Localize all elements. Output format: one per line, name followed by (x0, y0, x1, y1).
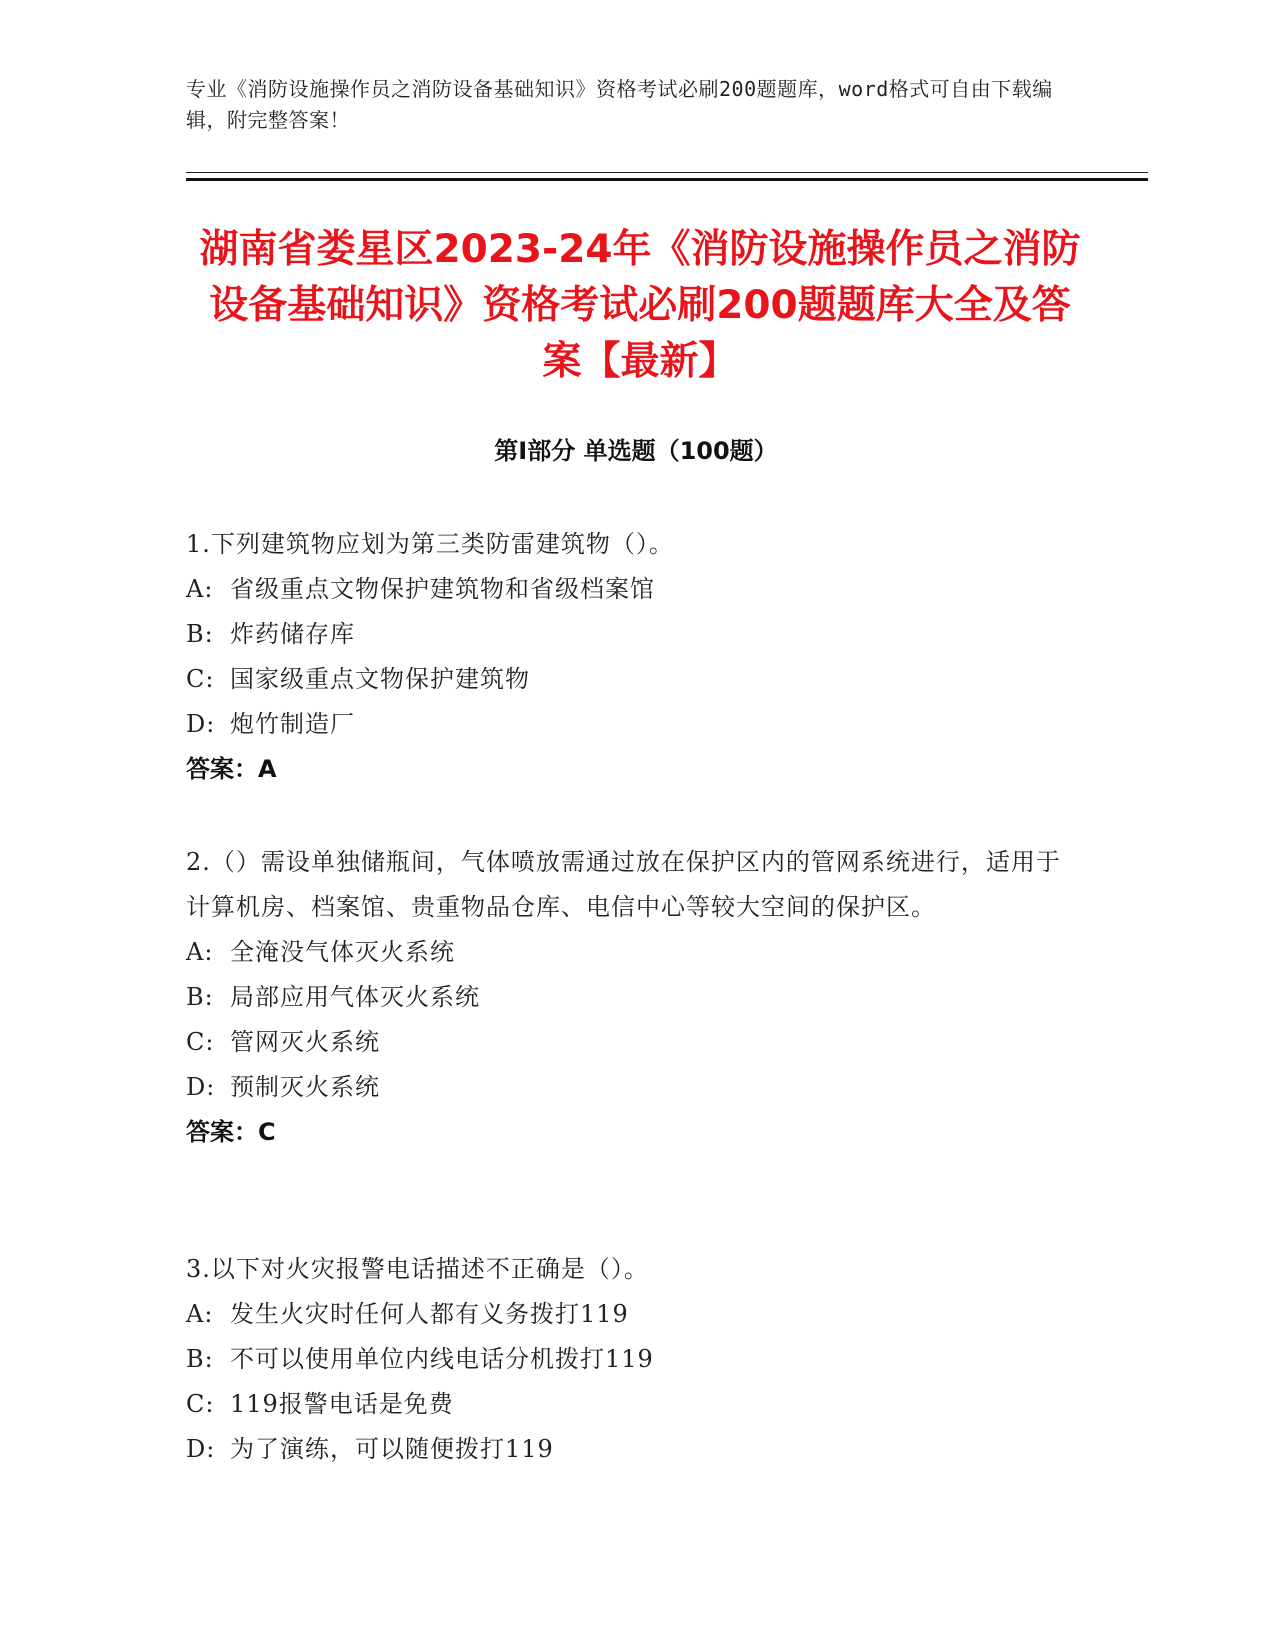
option-text: 全淹没气体灭火系统 (230, 938, 455, 966)
option-key: A: (186, 575, 214, 603)
answer: 答案：C (186, 1118, 276, 1146)
option-key: A: (186, 1300, 214, 1328)
header-rule-thick (186, 178, 1148, 181)
question-stem: 3.以下对火灾报警电话描述不正确是（）。 (186, 1255, 649, 1283)
option-b (186, 975, 1066, 1020)
option-b (186, 612, 1066, 657)
option-d (186, 1065, 1066, 1110)
question-1 (186, 522, 1066, 792)
option-d (186, 702, 1066, 747)
option-text: 为了演练，可以随便拨打119 (230, 1435, 554, 1463)
option-c (186, 1020, 1066, 1065)
option-c (186, 1382, 1066, 1427)
option-a (186, 930, 1066, 975)
option-key: B: (186, 983, 214, 1011)
option-text: 炸药储存库 (230, 620, 355, 648)
option-c (186, 657, 1066, 702)
option-a (186, 1292, 1066, 1337)
option-text: 119报警电话是免费 (230, 1390, 454, 1418)
option-a (186, 567, 1066, 612)
option-text: 管网灭火系统 (230, 1028, 380, 1056)
document-title: 湖南省娄星区2023-24年《消防设施操作员之消防设备基础知识》资格考试必刷200题题库大全及答案【最新】 (199, 227, 1081, 384)
option-b (186, 1337, 1066, 1382)
option-key: D: (186, 1073, 216, 1101)
option-text: 局部应用气体灭火系统 (230, 983, 480, 1011)
option-key: D: (186, 1435, 216, 1463)
option-key: A: (186, 938, 214, 966)
option-key: C: (186, 1028, 215, 1056)
question-stem: 1.下列建筑物应划为第三类防雷建筑物（）。 (186, 530, 674, 558)
option-text: 炮竹制造厂 (230, 710, 355, 738)
option-text: 省级重点文物保护建筑物和省级档案馆 (230, 575, 655, 603)
question-3 (186, 1247, 1066, 1472)
option-key: B: (186, 620, 214, 648)
option-key: B: (186, 1345, 214, 1373)
option-text: 不可以使用单位内线电话分机拨打119 (230, 1345, 654, 1373)
option-key: C: (186, 1390, 215, 1418)
answer: 答案：A (186, 755, 277, 783)
question-stem: 2.（）需设单独储瓶间，气体喷放需通过放在保护区内的管网系统进行，适用于计算机房、档案馆、贵重物品仓库、电信中心等较大空间的保护区。 (186, 848, 1061, 921)
option-key: C: (186, 665, 215, 693)
option-d (186, 1427, 1066, 1472)
section-heading: 第I部分 单选题（100题） (494, 437, 778, 465)
question-2 (186, 840, 1066, 1155)
option-text: 国家级重点文物保护建筑物 (230, 665, 530, 693)
header-note: 专业《消防设施操作员之消防设备基础知识》资格考试必刷200题题库，word格式可自由下载编辑，附完整答案！ (186, 77, 1053, 132)
option-text: 发生火灾时任何人都有义务拨打119 (230, 1300, 629, 1328)
option-key: D: (186, 710, 216, 738)
option-text: 预制灭火系统 (230, 1073, 380, 1101)
header-rule-thin (186, 172, 1148, 173)
